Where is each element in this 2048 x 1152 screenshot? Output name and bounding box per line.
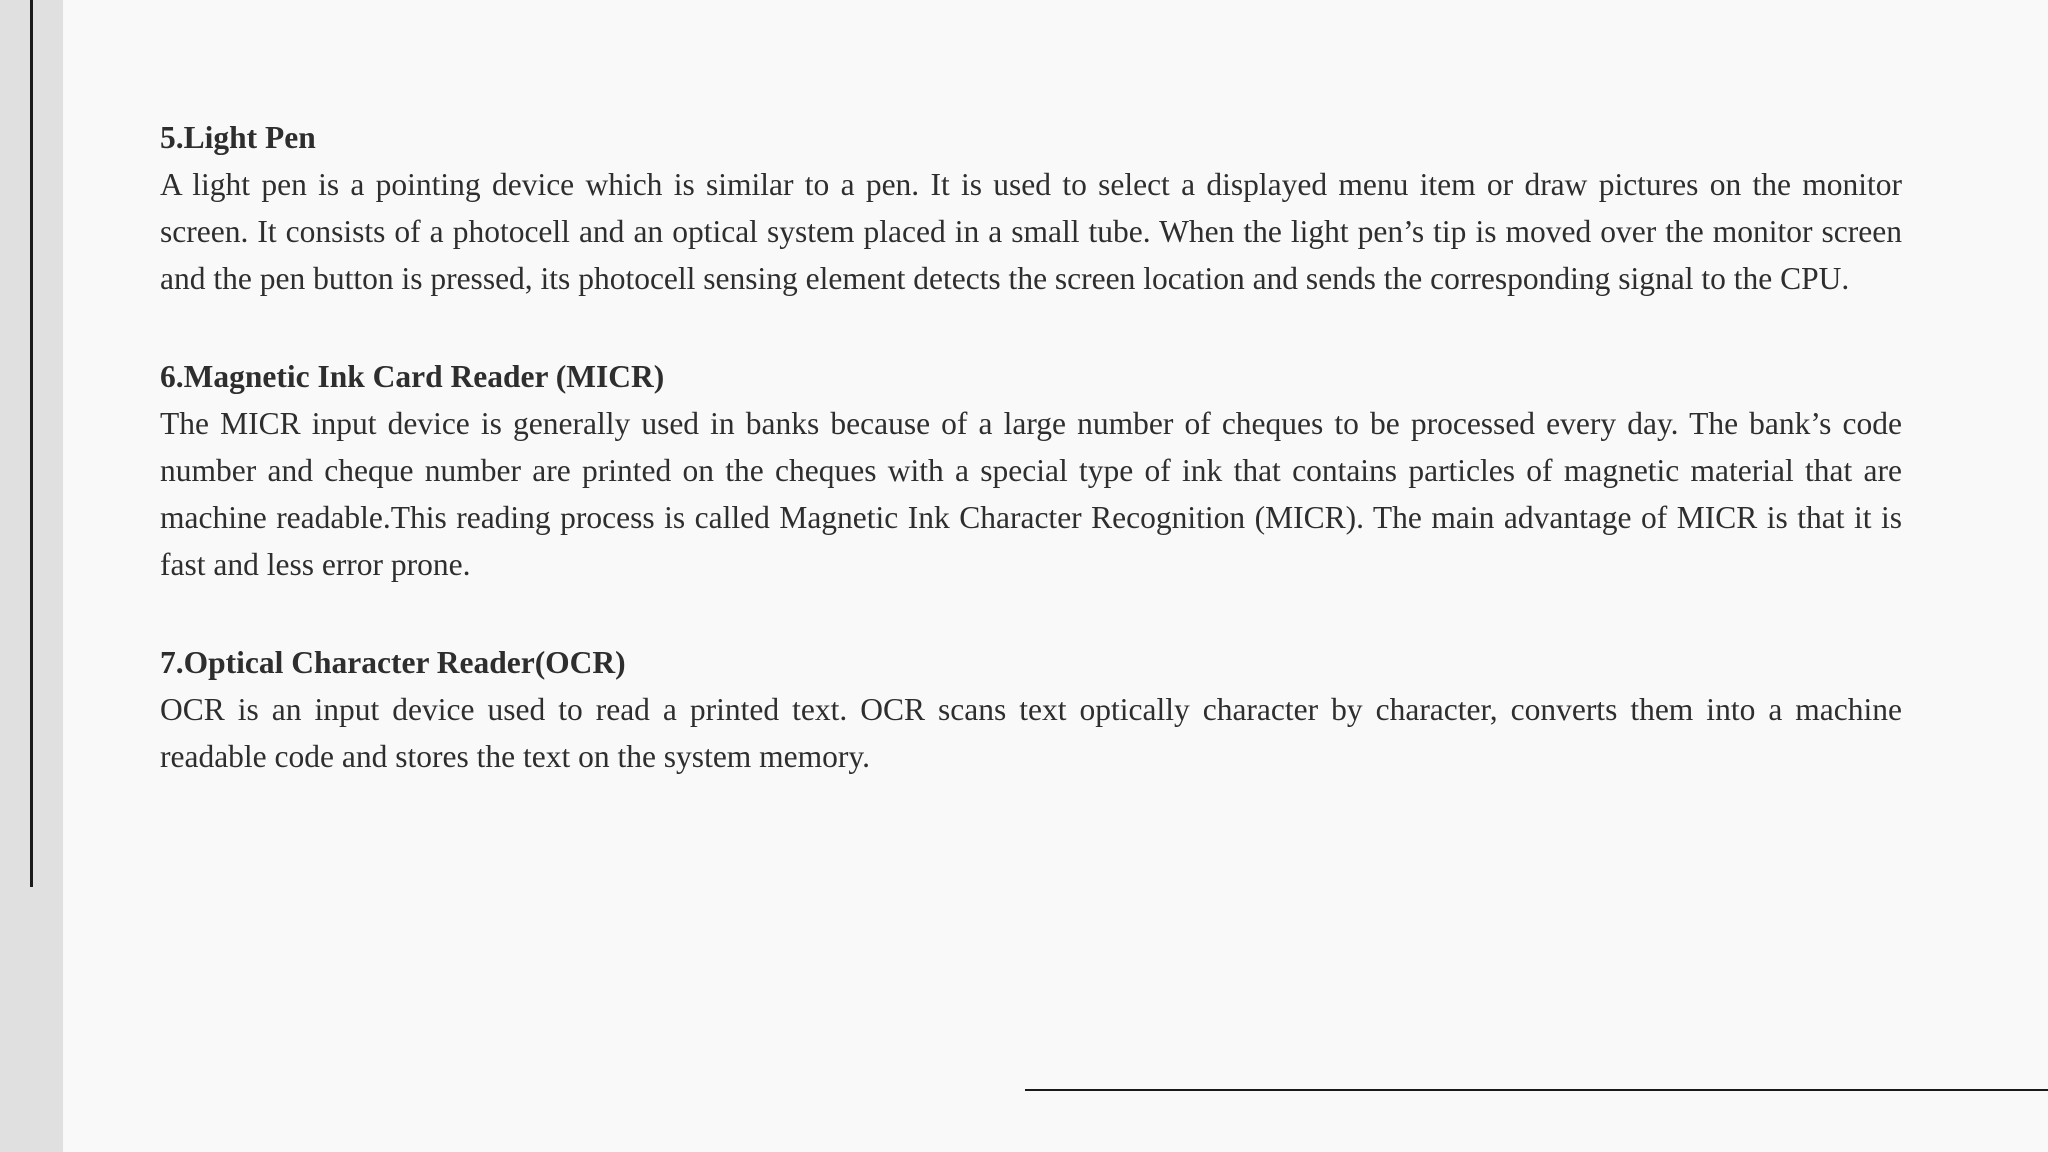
section-heading: 5.Light Pen	[160, 120, 316, 155]
section-body: A light pen is a pointing device which is similar to a pen. It is used to select a displayed menu item or draw pictures on the monitor screen. It consists of a photocell and an optical system placed in a small tube. When the light pen’s tip is moved over the monitor screen and the pen button is pressed, its photocell sensing element detects the screen location and sends the corresponding signal to the CPU.	[160, 167, 1902, 296]
section-micr	[160, 353, 1902, 588]
left-vertical-rule	[30, 0, 33, 887]
document-content	[160, 114, 1902, 831]
bottom-horizontal-rule	[1025, 1089, 2048, 1091]
section-ocr	[160, 639, 1902, 780]
section-heading: 7.Optical Character Reader(OCR)	[160, 645, 626, 680]
section-body: The MICR input device is generally used in banks because of a large number of cheques to be processed every day. The bank’s code number and cheque number are printed on the cheques with a special type of ink that contains particles of magnetic material that are machine readable.This reading process is called Magnetic Ink Character Recognition (MICR). The main advantage of MICR is that it is fast and less error prone.	[160, 406, 1902, 582]
section-body: OCR is an input device used to read a printed text. OCR scans text optically character by character, converts them into a machine readable code and stores the text on the system memory.	[160, 692, 1902, 774]
section-light-pen	[160, 114, 1902, 302]
section-heading: 6.Magnetic Ink Card Reader (MICR)	[160, 359, 665, 394]
